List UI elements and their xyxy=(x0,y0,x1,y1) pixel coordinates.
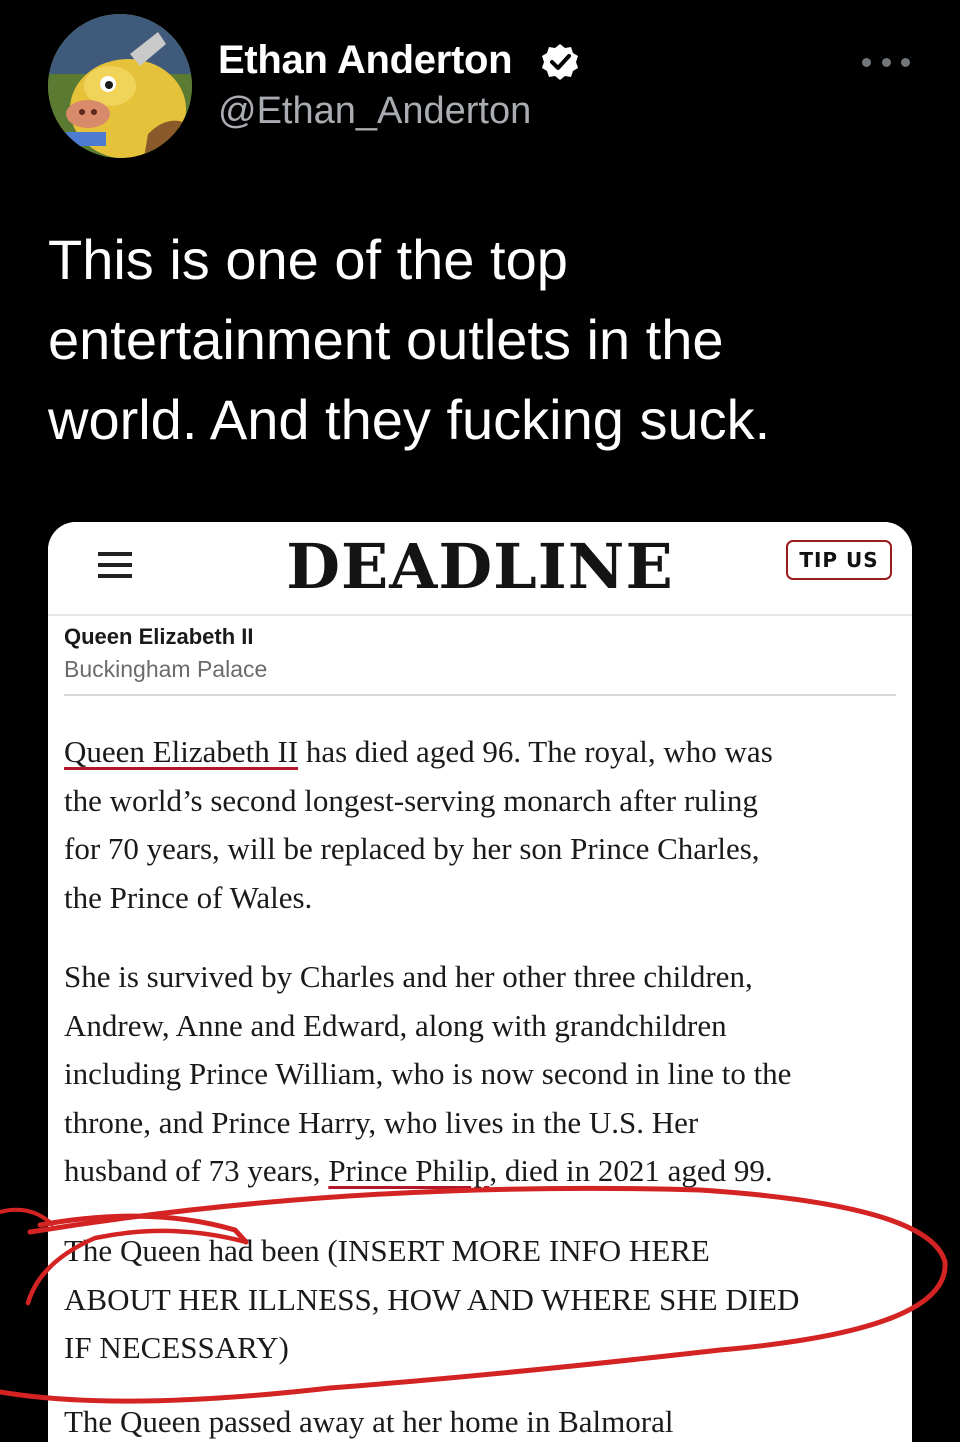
text-line: ABOUT HER ILLNESS, HOW AND WHERE SHE DIED xyxy=(64,1281,800,1317)
dot xyxy=(862,58,871,67)
queen-elizabeth-link[interactable]: Queen Elizabeth II xyxy=(64,734,299,769)
text-line: The Queen had been (INSERT MORE INFO HERE xyxy=(64,1233,710,1268)
text: has died aged 96. The royal, who was xyxy=(298,734,773,769)
tip-us-button[interactable]: TIP US xyxy=(786,540,892,580)
divider xyxy=(64,694,896,696)
cartoon-cow-avatar-icon xyxy=(48,14,192,158)
author-handle[interactable]: @Ethan_Anderton xyxy=(218,90,532,132)
text: , died in 2021 aged 99. xyxy=(489,1153,773,1188)
site-header xyxy=(48,522,912,616)
more-options-icon[interactable] xyxy=(862,52,910,72)
article-paragraph xyxy=(64,953,904,1196)
tweet-text xyxy=(48,220,918,460)
text-line: for 70 years, will be replaced by her son Prince Charles, xyxy=(64,831,760,866)
tweet-text-line: world. And they fucking suck. xyxy=(48,388,771,451)
prince-philip-link[interactable]: Prince Philip xyxy=(328,1153,490,1188)
text-line: She is survived by Charles and her other three children, xyxy=(64,959,753,994)
text-line: The Queen passed away at her home in Balmoral xyxy=(64,1404,674,1439)
dot xyxy=(882,58,891,67)
text-line: including Prince William, who is now second in line to the xyxy=(64,1056,792,1091)
text-line: IF NECESSARY) xyxy=(64,1330,289,1365)
image-caption-title: Queen Elizabeth II xyxy=(64,624,254,649)
dot xyxy=(901,58,910,67)
verified-badge-icon xyxy=(540,42,580,82)
author-name[interactable]: Ethan Anderton xyxy=(218,38,513,82)
attached-screenshot[interactable] xyxy=(48,522,912,1442)
article-paragraph xyxy=(64,728,904,922)
text-line: throne, and Prince Harry, who lives in the U.S. Her xyxy=(64,1104,699,1140)
site-logo[interactable]: DEADLINE xyxy=(286,530,674,603)
avatar[interactable] xyxy=(48,14,192,158)
tweet-text-line: entertainment outlets in the xyxy=(48,308,724,371)
text-line: the world’s second longest-serving monarch after ruling xyxy=(64,782,758,818)
tweet-text-line: This is one of the top xyxy=(48,228,568,291)
text: husband of 73 years, xyxy=(64,1153,329,1188)
article-paragraph-placeholder xyxy=(64,1227,904,1373)
image-caption-credit: Buckingham Palace xyxy=(64,656,268,682)
text-line: Andrew, Anne and Edward, along with grandchildren xyxy=(64,1007,727,1043)
text-line: the Prince of Wales. xyxy=(64,879,313,915)
article-paragraph xyxy=(64,1398,904,1442)
